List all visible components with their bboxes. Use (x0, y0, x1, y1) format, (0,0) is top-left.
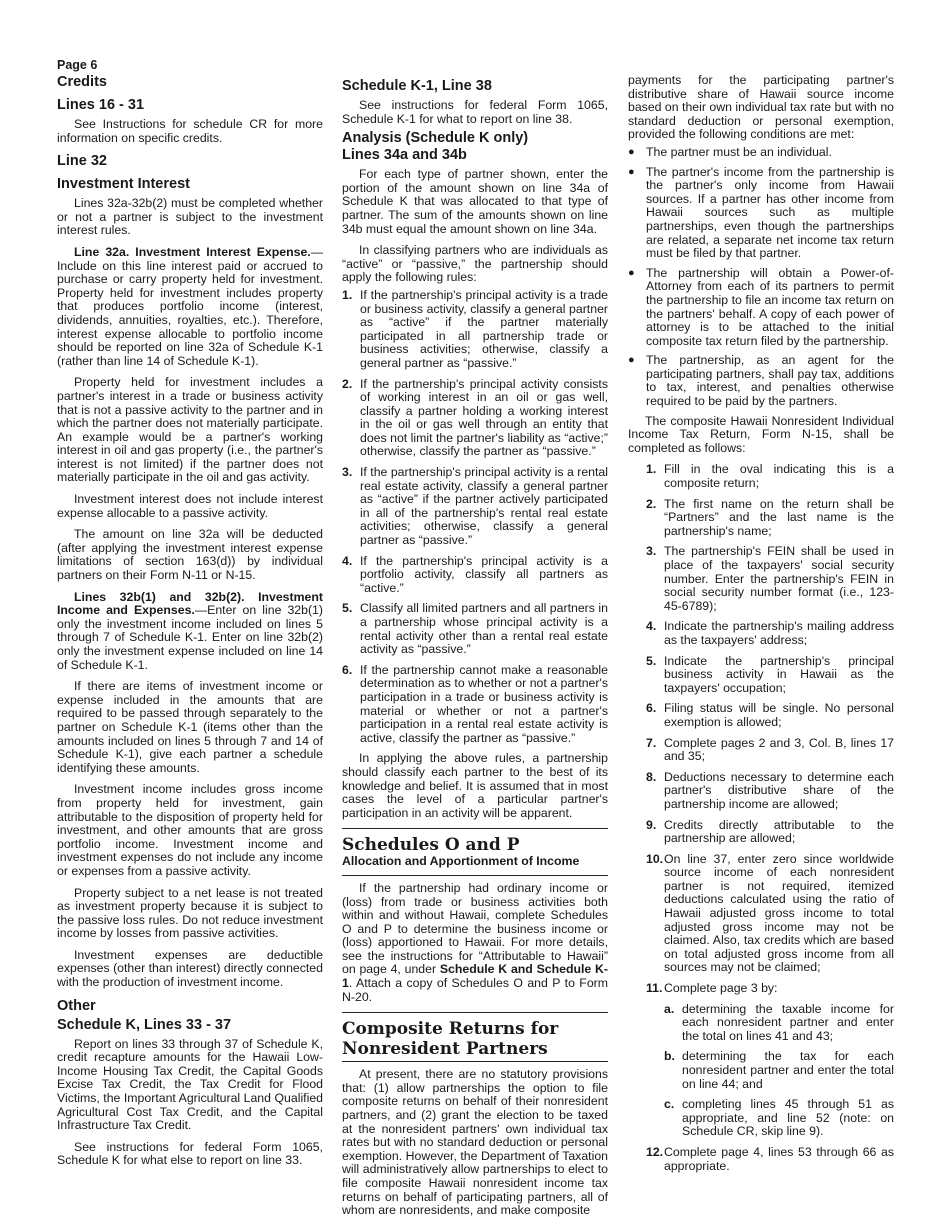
bold-reference: Schedule K and Schedule K-1 (342, 962, 608, 991)
bullet-item: ● The partnership, as an agent for the participating partners, shall pay tax, additions to tax, interest, and penalties otherwise required to be paid by the partners. (628, 353, 894, 409)
conditions-list (628, 146, 894, 409)
paragraph: Report on lines 33 through 37 of Schedule K, credit recapture amounts for the Hawaii Low-Income Housing Tax Credit, the Capital Goods Excise Tax Credit, the Tax Credit for Flood Victims, the Important Agricultural Land Qualified Agricultural Cost Tax Credit, and the Capital Infrastructure Tax Credit. (57, 1036, 323, 1133)
page-number: Page 6 (57, 58, 98, 72)
list-item: 5. Indicate the partnership's principal business activity in Hawaii as the taxpayers' occupation; (646, 653, 894, 695)
heading-line-32: Line 32 (57, 153, 107, 170)
bullet-icon: ● (628, 165, 635, 178)
list-item: 1. Fill in the oval indicating this is a composite return; (646, 462, 894, 491)
sub-list-item: b. determining the tax for each nonresident partner and enter the total on line 44; and (664, 1049, 894, 1091)
divider (342, 1012, 608, 1013)
paragraph: See instructions for federal Form 1065, Schedule K-1 for what to report on line 38. (342, 98, 608, 126)
paragraph: Lines 32a-32b(2) must be completed whether or not a partner is subject to the investment interest rules. (57, 196, 323, 238)
list-item: 8. Deductions necessary to determine each partner's distributive share of the partnership income are allowed; (646, 769, 894, 811)
paragraph: Investment expenses are deductible expenses (other than interest) directly connected with the production of investment income. (57, 947, 323, 990)
divider (342, 1061, 608, 1062)
bullet-icon: ● (628, 145, 635, 158)
heading-nonresident-partners: Nonresident Partners (342, 1039, 548, 1060)
lead-in: Line 32a. Investment Interest Expense. (74, 244, 311, 259)
heading-k1-line-38: Schedule K-1, Line 38 (342, 78, 492, 94)
list-item: 6. Filing status will be single. No personal exemption is allowed; (646, 701, 894, 729)
heading-composite-returns: Composite Returns for (342, 1019, 559, 1040)
list-item: 9. Credits directly attributable to the partnership are allowed; (646, 817, 894, 846)
paragraph: The composite Hawaii Nonresident Individual Income Tax Return, Form N-15, shall be completed as follows: (628, 413, 894, 455)
list-item: 5. Classify all limited partners and all partners in a partnership whose principal activity is a rental activity other than a rental real estate activity as “passive.” (342, 601, 608, 657)
heading-analysis: Analysis (Schedule K only) (342, 130, 529, 147)
bullet-icon: ● (628, 266, 635, 279)
paragraph: Property subject to a net lease is not treated as investment property because it is subject to the passive loss rules. Do not reduce investment income by losses from passive activities. (57, 885, 323, 941)
divider (342, 875, 608, 876)
list-item: 11. Complete page 3 by: (646, 981, 778, 996)
paragraph: Property held for investment includes a partner's interest in a trade or business activity that is not a passive activity to the partner and in which the partner does not materially participate. An example would be a partner's working interest in oil and gas property (i.e., the partner's interest is not limited) if the partner does not materially participate in the oil and gas activity. (57, 375, 323, 485)
paragraph: Investment interest does not include interest expense allocable to a passive activity. (57, 492, 323, 520)
paragraph: In applying the above rules, a partnership should classify each partner to the best of its knowledge and belief. It is assumed that in most cases the level of a particular partner's participation in an activity will be apparent. (342, 751, 608, 820)
list-item: 3. The partnership's FEIN shall be used in place of the taxpayers' social security number. Enter the partnership's FEIN in social security number format (i.e., 123-45-6789); (646, 544, 894, 613)
credits-paragraph: See Instructions for schedule CR for more information on specific credits. (57, 117, 323, 145)
list-item: 6. If the partnership cannot make a reasonable determination as to whether or not a partner's participation in a trade or business activity is material or whether or not a partner's participation in a rental real estate activity is active, classify the partner as “passive.” (342, 662, 608, 745)
paragraph: If the partnership had ordinary income or (loss) from trade or business activities both within and without Hawaii, complete Schedules O and P to determine the business income or (loss) apportioned to Hawaii. For more details, see the instructions for “Attributable to Hawaii” on page 4, under Schedule K and Schedule K-1. Attach a copy of Schedules O and P to Form N-20. (342, 880, 608, 1004)
paragraph (57, 591, 323, 673)
bullet-item: ● The partner must be an individual. (628, 144, 832, 159)
list-item: 1. If the partnership's principal activity is a trade or business activity, classify a general partner as “active” if the partner materially participated in all partnership trade or business activities; otherwise, classify a general partner as “passive.” (342, 287, 608, 370)
heading-schedule-k-33-37: Schedule K, Lines 33 - 37 (57, 1016, 232, 1033)
paragraph: For each type of partner shown, enter the portion of the amount shown on line 34a of Schedule K that was allocated to that type of partner. The sum of the amounts shown on line 34b must equal the amount shown on line 34a. (342, 167, 608, 236)
list-item: 12. Complete page 4, lines 53 through 66 as appropriate. (646, 1144, 894, 1173)
column-middle (342, 78, 608, 1226)
paragraph: If there are items of investment income or expense included in the amounts that are required to be passed through separately to the partner on Schedule K-1 (items other than the amounts included on lines 5 through 7 and 14 of Schedule K-1), give each partner a schedule identifying these amounts. (57, 679, 323, 775)
column-right (628, 74, 894, 1180)
paragraph: At present, there are no statutory provisions that: (1) allow partnerships the option to file composite returns on behalf of their nonresident partners, and (2) grant the election to be taxed at the nonresident partners' own individual tax rates but with no standard deduction or personal exemption. However, the Department of Taxation will administratively allow partnerships to elect to file composite Hawaii nonresident income tax returns on behalf of participating partners, all of whom are nonresidents, and make composite (342, 1067, 608, 1218)
list-item: 2. The first name on the return shall be “Partners” and the last name is the partnership's name; (646, 496, 894, 538)
list-item: 4. If the partnership's principal activity is a portfolio activity, classify all partners as “active.” (342, 553, 608, 595)
paragraph (57, 246, 323, 368)
heading-other: Other (57, 997, 96, 1014)
paragraph: The amount on line 32a will be deducted (after applying the investment interest expense limitations of section 163(d)) by individual partners on their Form N-11 or N-15. (57, 527, 323, 583)
sub-list-item: c. completing lines 45 through 51 as appropriate, and line 52 (note: on Schedule CR, skip line 9). (664, 1097, 894, 1139)
heading-lines-16-31: Lines 16 - 31 (57, 97, 145, 113)
list-item: 3. If the partnership's principal activity is a rental real estate activity, classify a general partner as “active” if the partner actively participated in all of the partnership's rental real estate activities; otherwise, classify a general partner as “passive.” (342, 465, 608, 548)
bullet-item: ● The partner's income from the partnership is the partner's only income from Hawaii sources. If a partner has other income from Hawaii sources such as multiple partnerships, even though the partnerships are related, a separate net income tax return must be filed by that partner. (628, 164, 894, 261)
paragraph: payments for the participating partner's distributive share of Hawaii source income based on their own individual tax rate but with no standard deduction or personal exemption, provided the following conditions are met: (628, 73, 894, 142)
bullet-item: ● The partnership will obtain a Power-of-Attorney from each of its partners to permit the partnership to file an income tax return on the partners' behalf. A copy of each power of attorney is to be attached to the initial composite tax return filed by the partnership. (628, 265, 894, 348)
paragraph: Investment income includes gross income from property held for investment, gain attributable to the disposition of property held for investment, and other amounts that are gross portfolio income. Investment income and investment expenses do not include any income or expenses from a passive activity. (57, 782, 323, 878)
column-left (57, 74, 323, 1176)
sub-list-item: a. determining the taxable income for each nonresident partner and enter the total on lines 41 and 43; (664, 1001, 894, 1043)
list-item: 10. On line 37, enter zero since worldwide source income of each nonresident partner is not required, itemized deductions calculated using the ratio of Hawaii adjusted gross income to total adjusted gross income may not be claimed. Also, tax credits which are based on total adjusted gross income from all sources may not be claimed; (646, 851, 894, 975)
list-item: 7. Complete pages 2 and 3, Col. B, lines 17 and 35; (646, 735, 894, 764)
list-item: 4. Indicate the partnership's mailing address as the taxpayers' address; (646, 619, 894, 647)
completion-steps-list (628, 463, 894, 1173)
heading-lines-34: Lines 34a and 34b (342, 147, 467, 164)
bullet-icon: ● (628, 354, 635, 367)
heading-credits: Credits (57, 74, 107, 90)
divider (342, 828, 608, 829)
list-item: 2. If the partnership's principal activity consists of working interest in an oil or gas well, classify a partner holding a working interest in the oil or gas well through an entity that does not limit the partner's liability as “active;” otherwise, classify the partner as “passive.” (342, 376, 608, 459)
classification-rules-list (342, 289, 608, 745)
paragraph: See instructions for federal Form 1065, Schedule K for what else to report on line 33. (57, 1139, 323, 1168)
paragraph-text: —Include on this line interest paid or accrued to purchase or carry property held for investment. Property held for investment includes property that produces portfolio income (interest, dividends, annuities, royalties, etc.). Therefore, interest expense allocable to portfolio income should be reported on line 32a of Schedule K-1 (rather than line 14 of Schedule K-1). (57, 244, 323, 368)
subheading-allocation: Allocation and Apportionment of Income (342, 854, 580, 869)
paragraph: In classifying partners who are individuals as “active” or “passive,” the partnership should apply the following rules: (342, 243, 608, 285)
heading-schedules-o-p: Schedules O and P (342, 835, 520, 856)
heading-investment-interest: Investment Interest (57, 176, 190, 193)
lead-in: Lines 32b(1) and 32b(2). Investment Income and Expenses. (57, 589, 323, 618)
paragraph-text: —Enter on line 32b(1) only the investment income included on lines 5 through 7 of Schedule K-1. Enter on line 32b(2) only the investment expense included on line 14 of Schedule K-1. (57, 603, 323, 672)
